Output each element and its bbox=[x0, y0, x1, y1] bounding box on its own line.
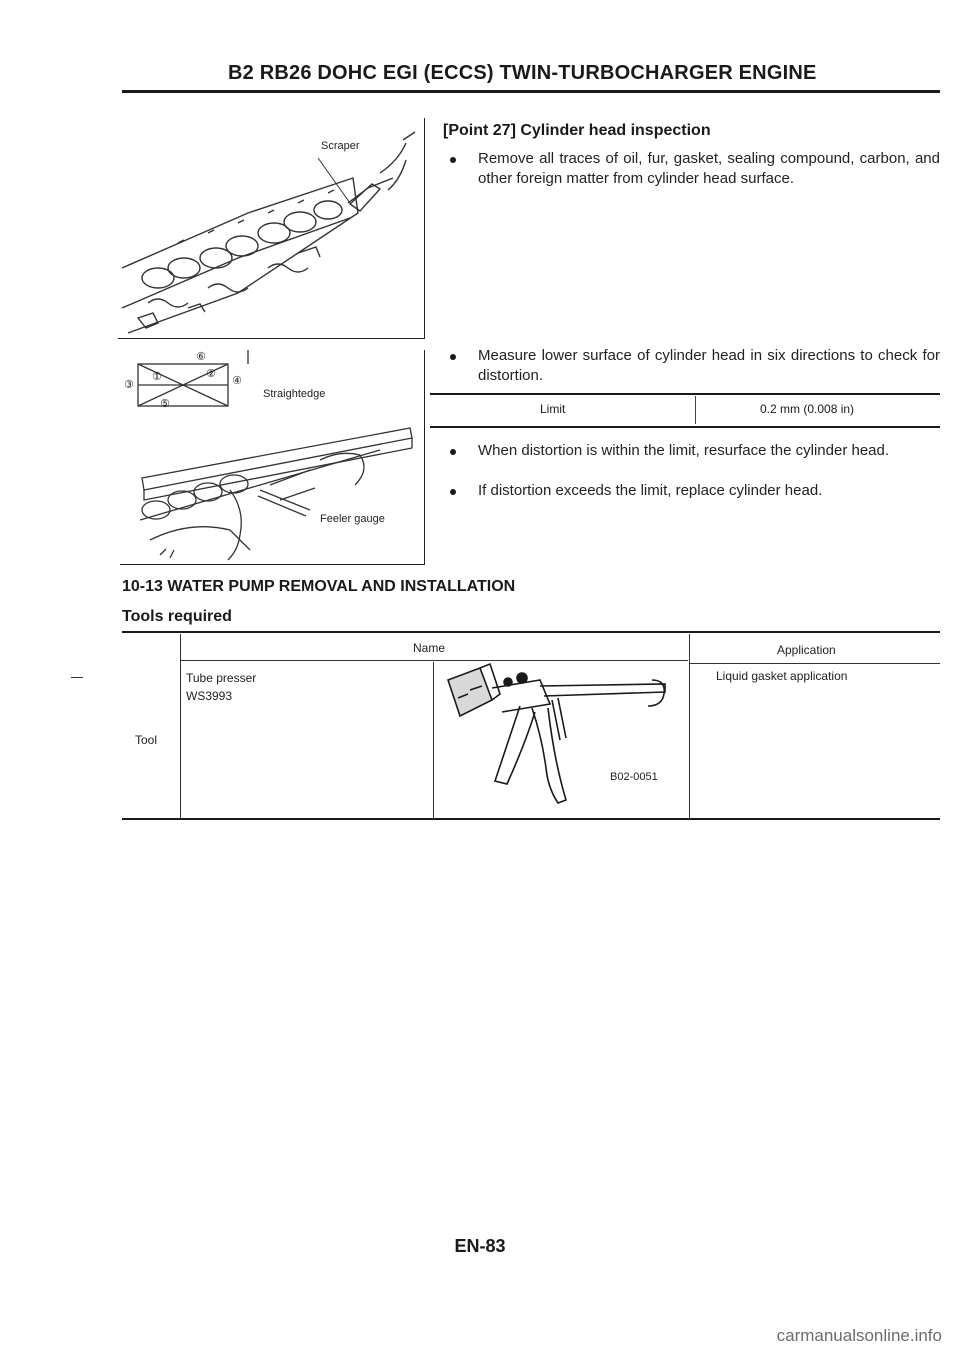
tools-table-header-rule-right bbox=[690, 663, 940, 664]
tools-table-bottom-rule bbox=[122, 818, 940, 820]
limit-value: 0.2 mm (0.008 in) bbox=[760, 402, 855, 416]
label-straightedge: Straightedge bbox=[263, 388, 326, 400]
tube-presser-illustration bbox=[440, 660, 685, 810]
straightedge-feeler-illustration bbox=[120, 350, 424, 564]
watermark: carmanualsonline.info bbox=[776, 1326, 942, 1345]
col-application-header: Application bbox=[777, 643, 836, 657]
page-number: EN-83 bbox=[454, 1236, 506, 1256]
tools-table-col-divider bbox=[433, 662, 434, 818]
row-label-tool: Tool bbox=[135, 733, 158, 747]
figure-straightedge bbox=[120, 350, 425, 565]
tool-application: Liquid gasket application bbox=[716, 669, 848, 683]
tools-table-top-rule bbox=[122, 631, 940, 633]
label-scraper: Scraper bbox=[321, 140, 360, 152]
bullet-text: If distortion exceeds the limit, replace cylinder head. bbox=[478, 482, 823, 499]
bullet-dot bbox=[450, 354, 456, 360]
label-2: ② bbox=[206, 368, 216, 380]
limit-label: Limit bbox=[540, 402, 566, 416]
tool-image-code: B02-0051 bbox=[610, 771, 658, 783]
bullet-text: When distortion is within the limit, resurface the cylinder head. bbox=[478, 442, 890, 459]
label-4: ④ bbox=[232, 375, 242, 387]
bullet-dot bbox=[450, 449, 456, 455]
tool-name: Tube presser bbox=[186, 671, 257, 685]
header-rule bbox=[122, 90, 940, 93]
inspection-title: [Point 27] Cylinder head inspection bbox=[443, 122, 711, 139]
label-5: ⑤ bbox=[160, 398, 170, 410]
bullet-text: Measure lower surface of cylinder head in six directions to check for distortion. bbox=[478, 347, 940, 384]
bullet-item bbox=[450, 481, 940, 503]
water-pump-heading: 10-13 WATER PUMP REMOVAL AND INSTALLATION bbox=[122, 578, 516, 595]
figure-scraper bbox=[118, 118, 425, 339]
bullet-text: Remove all traces of oil, fur, gasket, sealing compound, carbon, and other foreign matter from cylinder head surface. bbox=[478, 150, 940, 187]
limit-table-top-rule bbox=[430, 393, 940, 395]
tools-required-heading: Tools required bbox=[122, 608, 232, 625]
tool-code: WS3993 bbox=[186, 689, 233, 703]
limit-divider bbox=[695, 396, 696, 424]
page-header-title: B2 RB26 DOHC EGI (ECCS) TWIN-TURBOCHARGER ENGINE bbox=[228, 62, 817, 84]
bullet-item bbox=[450, 346, 940, 388]
col-name-header: Name bbox=[413, 641, 446, 655]
bullet-item bbox=[450, 149, 940, 211]
label-feeler-gauge: Feeler gauge bbox=[320, 513, 385, 525]
margin-dash bbox=[71, 677, 83, 678]
label-6: ⑥ bbox=[196, 351, 206, 363]
label-1: ① bbox=[152, 371, 162, 383]
bullet-dot bbox=[450, 489, 456, 495]
bullet-item bbox=[450, 441, 940, 483]
tools-table-col-divider bbox=[180, 634, 181, 818]
tools-table-col-divider bbox=[689, 634, 690, 818]
cylinder-head-scraper-illustration bbox=[118, 118, 424, 338]
label-3: ③ bbox=[124, 379, 134, 391]
limit-table-bottom-rule bbox=[430, 426, 940, 428]
bullet-dot bbox=[450, 157, 456, 163]
